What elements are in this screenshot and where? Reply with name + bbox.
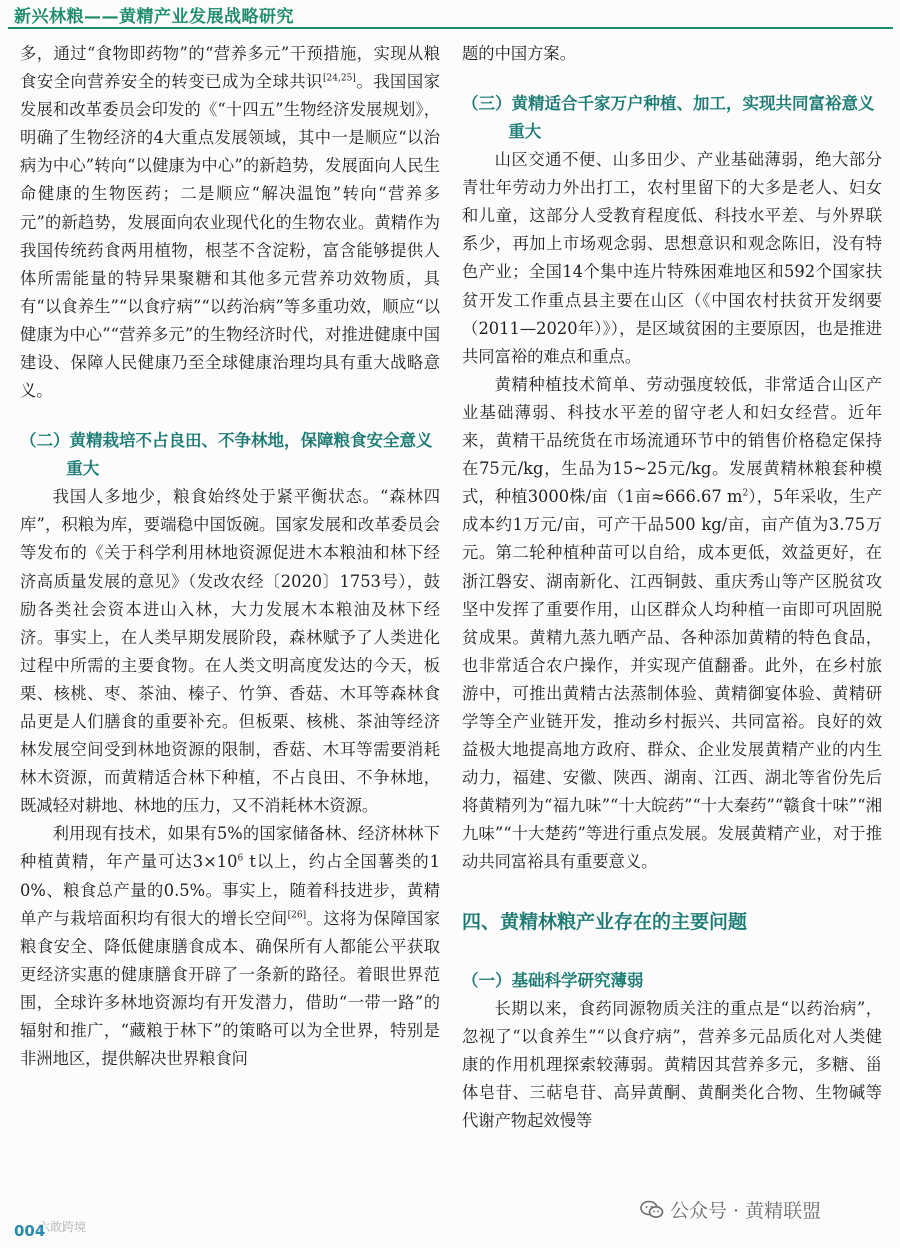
right-paragraph-3: 长期以来，食药同源物质关注的重点是“以药治病”，忽视了“以食养生”“以食疗病”，营养多元品质化对人类健康的作用机理探索较薄弱。黄精因其营养多元，多糖、甾体皂苷、三萜皂苷、高异黄酮、黄酮类化合物、生物碱等代谢产物起效慢等	[462, 998, 882, 1130]
section-heading-2: （二）黄精栽培不占良田、不争林地，保障粮食安全意义重大	[20, 431, 433, 479]
citation-ref: [24,25]	[323, 73, 356, 84]
left-column	[20, 40, 440, 1073]
left-paragraph-3: 利用现有技术，如果有5%的国家储备林、经济林林下种植黄精，年产量可达$3\times 10^6$ t以上，约占全国薯类的10%、粮食总产量的0.5%。事实上，随着科技进步，黄精单产与栽培面积均有很大的增长空间[26]。这将为保障国家粮食安全、降低健康膳食成本、确保所有人都能公平获取更经济实惠的健康膳食开辟了一条新的路径。着眼世界范围，全球许多林地资源均有开发潜力，借助“一带一路”的辐射和推广，“藏粮于林下”的策略可以为全世界，特别是非洲地区，提供解决世界粮食问	[20, 824, 440, 1069]
citation-ref: [26]	[287, 910, 307, 921]
page-number: 004	[14, 1222, 46, 1240]
section-heading-4-1: （一）基础科学研究薄弱	[462, 970, 644, 990]
left-paragraph-2: 我国人多地少，粮食始终处于紧平衡状态。“森林四库”，积粮为库，要端稳中国饭碗。国家发展和改革委员会等发布的《关于科学利用林地资源促进木本粮油和林下经济高质量发展的意见》（发改农经〔2020〕1753号），鼓励各类社会资本进山入林，大力发展木本粮油及林下经济。事实上，在人类早期发展阶段，森林赋予了人类进化过程中所需的主要食物。在人类文明高度发达的今天，板栗、核桃、枣、茶油、榛子、竹笋、香菇、木耳等森林食品更是人们膳食的重要补充。但板栗、核桃、茶油等经济林发展空间受到林地资源的限制，香菇、木耳等需要消耗林木资源，而黄精适合林下种植，不占良田、不争林地，既减轻对耕地、林地的压力，又不消耗林木资源。	[20, 487, 440, 816]
right-paragraph-2: 黄精种植技术简单、劳动强度较低，非常适合山区产业基础薄弱、科技水平差的留守老人和妇女经营。近年来，黄精干品统货在市场流通环节中的销售价格稳定保持在75元/kg，生品为15~25元/kg。发展黄精林粮套种模式，种植3000株/亩（1亩≈666.67 $m^2$），5年采收，生产成本约1万元/亩，可产干品500 kg/亩，亩产值为3.75万元。第二轮种植种苗可以自给，成本更低，效益更好，在浙江磐安、湖南新化、江西铜鼓、重庆秀山等产区脱贫攻坚中发挥了重要作用，山区群众人均种植一亩即可巩固脱贫成果。黄精九蒸九晒产品、各种添加黄精的特色食品，也非常适合农户操作，并实现产值翻番。此外，在乡村旅游中，可推出黄精古法蒸制体验、黄精御宴体验、黄精研学等全产业链开发，推动乡村振兴、共同富裕。良好的效益极大地提高地方政府、群众、企业发展黄精产业的内生动力，福建、安徽、陕西、湖南、江西、湖北等省份先后将黄精列为“福九味”“十大皖药”“十大秦药”“赣食十味”“湘九味”“十大楚药”等进行重点发展。发展黄精产业，对于推动共同富裕具有重要意义。	[462, 374, 882, 872]
right-paragraph-1: 山区交通不便、山多田少、产业基础薄弱，绝大部分青壮年劳动力外出打工，农村里留下的大多是老人、妇女和儿童，这部分人受教育程度低、科技水平差、与外界联系少，再加上市场观念弱、思想意识和观念陈旧，没有特色产业；全国14个集中连片特殊困难地区和592个国家扶贫开发工作重点县主要在山区（《中国农村扶贫开发纲要（2011—2020年）》），是区域贫困的主要原因，也是推进共同富裕的难点和重点。	[462, 150, 882, 366]
right-paragraph-0: 题的中国方案。	[462, 44, 576, 63]
watermark-text: 公众号 · 黄精联盟	[670, 1200, 822, 1222]
running-header	[0, 0, 900, 30]
wechat-icon	[640, 1200, 664, 1220]
chapter-heading-4: 四、黄精林粮产业存在的主要问题	[462, 910, 748, 933]
section-heading-3: （三）黄精适合千家万户种植、加工，实现共同富裕意义重大	[462, 94, 875, 142]
corner-watermark: 六敢跨境	[38, 1220, 87, 1234]
header-divider	[8, 27, 893, 29]
wechat-watermark	[640, 1196, 821, 1223]
right-column	[462, 40, 882, 1135]
running-header-title: 新兴林粮——黄精产业发展战略研究	[14, 7, 294, 27]
left-paragraph-1: 多，通过“食物即药物”的“营养多元”干预措施，实现从粮食安全向营养安全的转变已成为全球共识[24,25]。我国国家发展和改革委员会印发的《“十四五”生物经济发展规划》，明确了生物经济的4大重点发展领域，其中一是顺应“以治病为中心”转向“以健康为中心”的新趋势，发展面向人民生命健康的生物医药；二是顺应“解决温饱”转向“营养多元”的新趋势，发展面向农业现代化的生物农业。黄精作为我国传统药食两用植物，根茎不含淀粉，富含能够提供人体所需能量的特异果聚糖和其他多元营养功效物质，具有“以食养生”“以食疗病”“以药治病”等多重功效，顺应“以健康为中心”“营养多元”的生物经济时代，对推进健康中国建设、保障人民健康乃至全球健康治理均具有重大战略意义。	[20, 44, 440, 401]
